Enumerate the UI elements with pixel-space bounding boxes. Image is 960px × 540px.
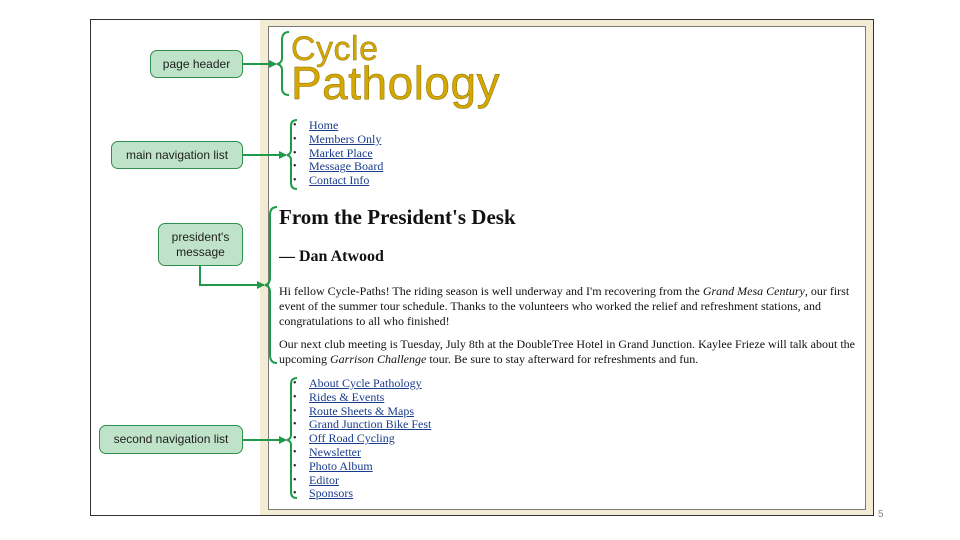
nav-link-home[interactable]: Home <box>309 118 339 132</box>
nav-link-route-sheets-maps[interactable]: Route Sheets & Maps <box>309 403 414 418</box>
para-1-text-a: Hi fellow Cycle-Paths! The riding season is well underway and I'm recovering from the <box>279 284 703 298</box>
presidents-message-paragraph-2 <box>279 337 861 367</box>
nav-link-sponsors[interactable]: Sponsors <box>309 486 354 501</box>
para-1-event-name: Grand Mesa Century <box>702 284 805 298</box>
nav-link-editor[interactable]: Editor <box>309 472 339 487</box>
callout-page-header: page header <box>150 50 243 78</box>
callout-second-navigation-list: second navigation list <box>99 425 243 454</box>
second-nav-item <box>291 405 431 419</box>
second-nav-item <box>291 391 431 405</box>
nav-link-rides-events[interactable]: Rides & Events <box>309 389 385 404</box>
second-nav-item <box>291 487 431 501</box>
para-2-text-b: tour. Be sure to stay afterward for refreshments and fun. <box>426 352 699 366</box>
nav-link-market-place[interactable]: Market Place <box>309 145 373 160</box>
second-nav-item <box>291 474 431 488</box>
main-nav-item <box>291 174 383 188</box>
para-1-text-b: , our first event of the summer tour schedule. Thanks to the volunteers who worked the relief and refreshment stations, and congratulations to all who finished! <box>279 284 850 328</box>
second-nav-item <box>291 418 431 432</box>
logo-line-cycle: Cycle <box>291 30 379 68</box>
nav-link-photo-album[interactable]: Photo Album <box>309 458 373 473</box>
second-nav-item <box>291 446 431 460</box>
nav-link-members-only[interactable]: Members Only <box>309 131 382 146</box>
main-nav-item <box>291 147 383 161</box>
second-nav-item <box>291 460 431 474</box>
nav-link-off-road-cycling[interactable]: Off Road Cycling <box>309 431 395 446</box>
main-nav-item <box>291 160 383 174</box>
main-navigation-list <box>291 119 383 188</box>
second-navigation-list <box>291 377 431 501</box>
second-nav-item <box>291 432 431 446</box>
main-nav-item <box>291 133 383 147</box>
main-nav-item <box>291 119 383 133</box>
second-nav-item <box>291 377 431 391</box>
presidents-message-author: — Dan Atwood <box>279 248 384 265</box>
presidents-message-heading: From the President's Desk <box>279 205 516 229</box>
slide-number: 5 <box>878 509 884 520</box>
nav-link-contact-info[interactable]: Contact Info <box>309 173 370 188</box>
logo-line-pathology: Pathology <box>291 57 501 109</box>
nav-link-message-board[interactable]: Message Board <box>309 159 384 174</box>
nav-link-newsletter[interactable]: Newsletter <box>309 444 361 459</box>
nav-link-grand-junction-bike-fest[interactable]: Grand Junction Bike Fest <box>309 417 432 432</box>
callout-main-navigation-list: main navigation list <box>111 141 243 169</box>
callout-presidents-message: president's message <box>158 223 243 266</box>
para-2-event-name: Garrison Challenge <box>330 352 427 366</box>
nav-link-about-cycle-pathology[interactable]: About Cycle Pathology <box>309 376 422 390</box>
presidents-message-paragraph-1 <box>279 284 861 329</box>
para-2-text-a: Our next club meeting is Tuesday, July 8th at the DoubleTree Hotel in Grand Junction. Kaylee Frieze will talk about the upcoming <box>279 337 856 366</box>
